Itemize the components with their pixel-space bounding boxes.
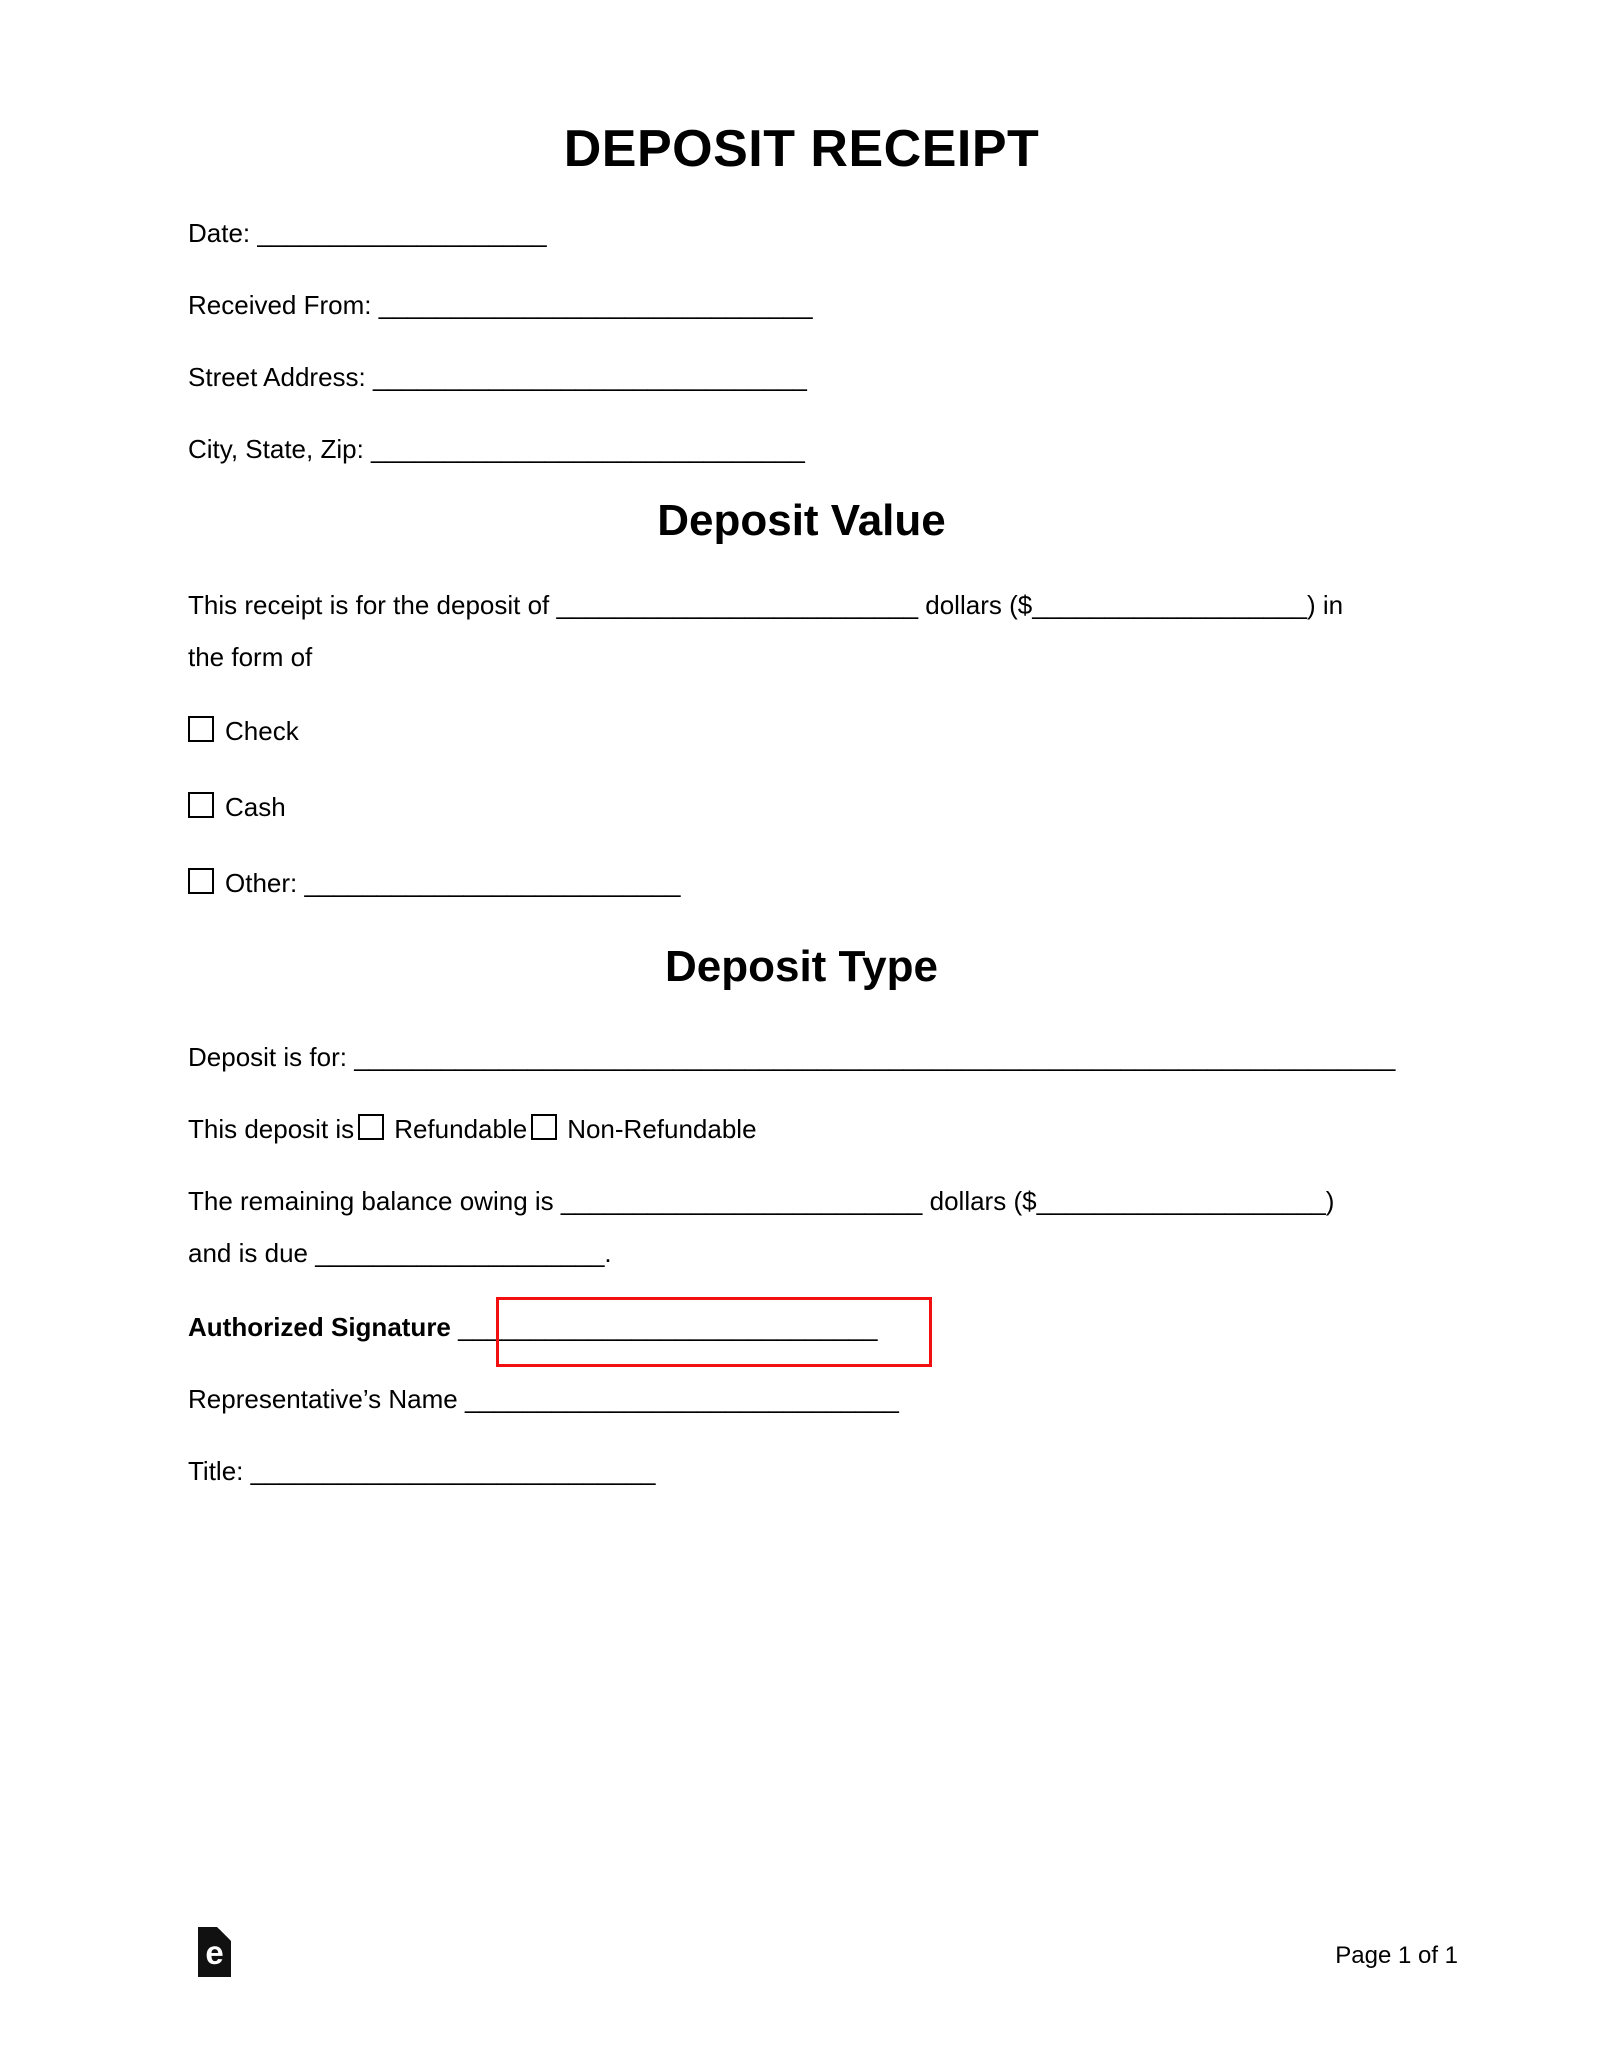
deposit-is-for-label: Deposit is for:	[188, 1042, 347, 1072]
eforms-document-icon	[198, 1927, 231, 1977]
check-label: Check	[225, 716, 299, 746]
balance-words-blank[interactable]: _________________________	[560, 1186, 923, 1216]
authorized-signature-blank-line[interactable]: _____________________________	[458, 1312, 878, 1342]
due-text: and is due	[188, 1238, 308, 1268]
refund-text: This deposit is	[188, 1114, 355, 1144]
balance-numeric-blank[interactable]: ____________________	[1036, 1186, 1326, 1216]
title-label: Title:	[188, 1456, 244, 1486]
option-cash	[188, 781, 1415, 833]
remaining-balance-statement	[188, 1175, 1415, 1279]
signature-field-highlight-box[interactable]	[496, 1297, 932, 1367]
statement-text-3: ) in	[1306, 590, 1344, 620]
deposit-value-statement-line1	[188, 579, 1415, 631]
received-from-label: Received From:	[188, 290, 372, 320]
non-refundable-label: Non-Refundable	[567, 1114, 757, 1144]
deposit-amount-words-blank[interactable]: _________________________	[556, 590, 919, 620]
field-title	[188, 1445, 1415, 1497]
deposit-value-statement	[188, 579, 1415, 683]
field-city-state-zip	[188, 423, 1415, 475]
eforms-logo-letter: e	[205, 1934, 224, 1971]
refundable-label: Refundable	[394, 1114, 528, 1144]
balance-text-2: dollars ($	[929, 1186, 1037, 1216]
other-checkbox[interactable]	[188, 868, 214, 894]
field-authorized-signature	[188, 1301, 1415, 1353]
remaining-balance-line1	[188, 1175, 1415, 1227]
statement-text-1: This receipt is for the deposit of	[188, 590, 550, 620]
deposit-amount-numeric-blank[interactable]: ___________________	[1032, 590, 1307, 620]
option-check	[188, 705, 1415, 757]
city-state-zip-blank-line[interactable]: ______________________________	[371, 434, 805, 464]
deposit-is-for-blank-line[interactable]: ________________________________________________________________________	[354, 1042, 1396, 1072]
street-address-label: Street Address:	[188, 362, 366, 392]
non-refundable-checkbox[interactable]	[531, 1114, 557, 1140]
representative-name-blank-line[interactable]: ______________________________	[465, 1384, 899, 1414]
statement-text-2: dollars ($	[925, 590, 1033, 620]
city-state-zip-label: City, State, Zip:	[188, 434, 364, 464]
page-number: Page 1 of 1	[1335, 1942, 1458, 1969]
refundable-checkbox[interactable]	[358, 1114, 384, 1140]
field-received-from	[188, 279, 1415, 331]
authorized-signature-label: Authorized Signature	[188, 1312, 451, 1342]
received-from-blank-line[interactable]: ______________________________	[378, 290, 813, 320]
due-date-blank[interactable]: ____________________	[315, 1238, 605, 1268]
field-date	[188, 207, 1415, 259]
cash-checkbox[interactable]	[188, 792, 214, 818]
representative-name-label: Representative’s Name	[188, 1384, 458, 1414]
field-street-address	[188, 351, 1415, 403]
field-representative-name	[188, 1373, 1415, 1425]
date-blank-line[interactable]: ____________________	[257, 218, 547, 248]
deposit-value-statement-line2: the form of	[188, 642, 313, 672]
section-heading-deposit-value: Deposit Value	[657, 496, 946, 545]
section-heading-deposit-type: Deposit Type	[664, 942, 938, 991]
date-label: Date:	[188, 218, 251, 248]
cash-label: Cash	[225, 792, 286, 822]
option-other	[188, 857, 1415, 909]
page-title: DEPOSIT RECEIPT	[563, 120, 1040, 178]
other-blank-line[interactable]: __________________________	[304, 868, 681, 898]
balance-text-1: The remaining balance owing is	[188, 1186, 554, 1216]
field-deposit-is-for	[188, 1031, 1415, 1083]
due-period: .	[604, 1238, 612, 1268]
title-blank-line[interactable]: ____________________________	[250, 1456, 656, 1486]
street-address-blank-line[interactable]: ______________________________	[373, 362, 807, 392]
refundable-choice-row	[188, 1103, 1415, 1155]
check-checkbox[interactable]	[188, 716, 214, 742]
balance-text-3: )	[1325, 1186, 1335, 1216]
remaining-balance-line2	[188, 1227, 1415, 1279]
other-label: Other:	[225, 868, 298, 898]
